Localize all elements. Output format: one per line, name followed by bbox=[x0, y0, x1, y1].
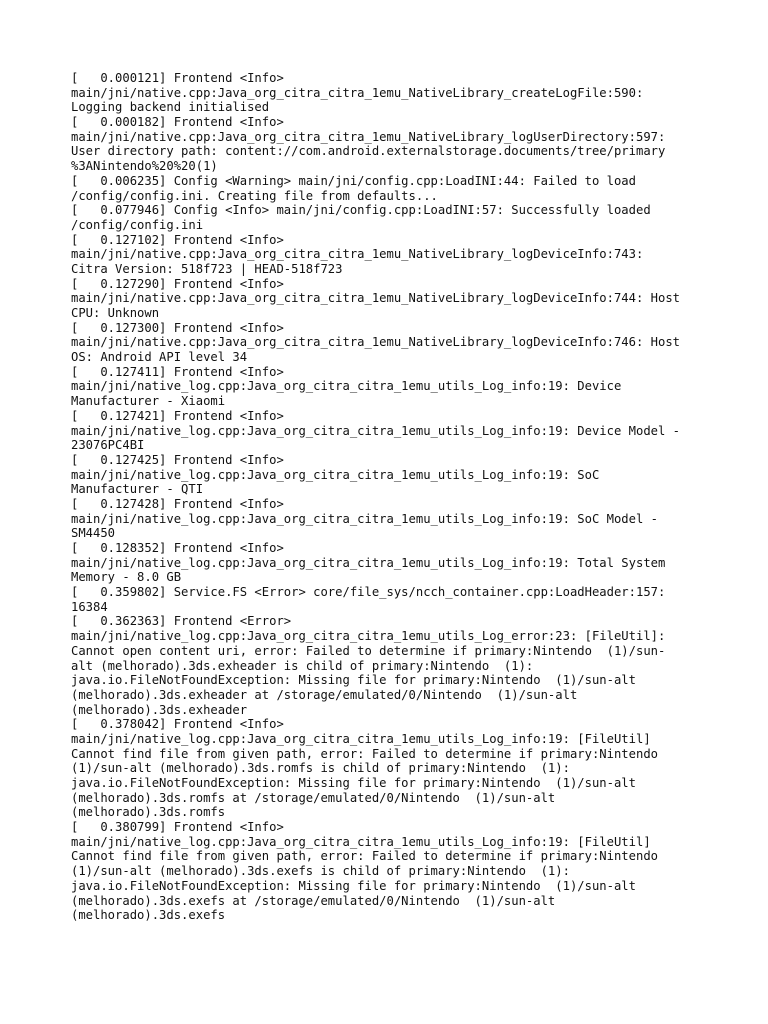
log-line: (melhorado).3ds.romfs at /storage/emulated/0/Nintendo (1)/sun-alt bbox=[71, 790, 556, 805]
log-line: [ 0.127300] Frontend <Info> bbox=[71, 320, 284, 335]
log-line: [ 0.127425] Frontend <Info> bbox=[71, 452, 284, 467]
log-line: main/jni/native_log.cpp:Java_org_citra_citra_1emu_utils_Log_error:23: [FileUtil]: bbox=[71, 629, 666, 644]
log-line: CPU: Unknown bbox=[71, 306, 160, 320]
log-line: main/jni/native_log.cpp:Java_org_citra_citra_1emu_utils_Log_info:19: [FileUtil] bbox=[71, 834, 651, 849]
log-line: main/jni/native.cpp:Java_org_citra_citra_1emu_NativeLibrary_createLogFile:590: bbox=[71, 85, 644, 100]
log-document bbox=[71, 71, 731, 923]
log-line: (melhorado).3ds.exheader bbox=[71, 702, 248, 717]
log-line: Manufacturer - Xiaomi bbox=[71, 394, 226, 409]
log-line: main/jni/native_log.cpp:Java_org_citra_citra_1emu_utils_Log_info:19: SoC bbox=[71, 467, 600, 482]
log-line: main/jni/native.cpp:Java_org_citra_citra_1emu_NativeLibrary_logDeviceInfo:746: Host bbox=[71, 335, 681, 350]
log-line: Cannot find file from given path, error: Failed to determine if primary:Nintendo bbox=[71, 746, 658, 761]
log-line: [ 0.380799] Frontend <Info> bbox=[71, 820, 284, 835]
log-line: [ 0.077946] Config <Info> main/jni/config.cpp:LoadINI:57: Successfully loaded bbox=[71, 203, 651, 218]
log-line: Cannot find file from given path, error: Failed to determine if primary:Nintendo bbox=[71, 849, 658, 864]
log-line: (melhorado).3ds.exefs at /storage/emulated/0/Nintendo (1)/sun-alt bbox=[71, 893, 556, 908]
log-line: /config/config.ini bbox=[71, 217, 204, 232]
log-line: alt (melhorado).3ds.exheader is child of primary:Nintendo (1): bbox=[71, 658, 534, 673]
log-line: OS: Android API level 34 bbox=[71, 350, 248, 365]
log-line: [ 0.127428] Frontend <Info> bbox=[71, 496, 284, 511]
log-line: /config/config.ini. Creating file from defaults... bbox=[71, 188, 438, 203]
log-line: java.io.FileNotFoundException: Missing file for primary:Nintendo (1)/sun-alt bbox=[71, 878, 636, 893]
log-line: Citra Version: 518f723 | HEAD-518f723 bbox=[71, 261, 343, 276]
log-line: [ 0.127290] Frontend <Info> bbox=[71, 276, 284, 291]
log-line: User directory path: content://com.android.externalstorage.documents/tree/primary bbox=[71, 144, 666, 159]
log-line: 23076PC4BI bbox=[71, 438, 145, 453]
log-line: (melhorado).3ds.exefs bbox=[71, 908, 226, 923]
log-line: main/jni/native_log.cpp:Java_org_citra_citra_1emu_utils_Log_info:19: Device Model - bbox=[71, 423, 681, 438]
log-line: [ 0.000182] Frontend <Info> bbox=[71, 115, 284, 130]
log-line: [ 0.128352] Frontend <Info> bbox=[71, 541, 284, 555]
log-line: [ 0.127411] Frontend <Info> bbox=[71, 364, 284, 379]
log-line: main/jni/native.cpp:Java_org_citra_citra_1emu_NativeLibrary_logDeviceInfo:744: Host bbox=[71, 291, 681, 306]
log-line: Cannot open content uri, error: Failed to determine if primary:Nintendo (1)/sun- bbox=[71, 643, 666, 658]
log-line: SM4450 bbox=[71, 526, 116, 541]
log-line: %3ANintendo%20%20(1) bbox=[71, 159, 218, 174]
log-line: (1)/sun-alt (melhorado).3ds.exefs is child of primary:Nintendo (1): bbox=[71, 864, 570, 879]
log-line: main/jni/native_log.cpp:Java_org_citra_citra_1emu_utils_Log_info:19: [FileUtil] bbox=[71, 731, 651, 746]
log-line: Logging backend initialised bbox=[71, 100, 270, 115]
log-line: [ 0.000121] Frontend <Info> bbox=[71, 71, 284, 85]
log-line: Manufacturer - QTI bbox=[71, 482, 204, 497]
log-line: [ 0.127102] Frontend <Info> bbox=[71, 232, 284, 247]
log-line: main/jni/native.cpp:Java_org_citra_citra_1emu_NativeLibrary_logUserDirectory:597: bbox=[71, 129, 666, 144]
log-line: main/jni/native_log.cpp:Java_org_citra_citra_1emu_utils_Log_info:19: SoC Model - bbox=[71, 511, 658, 526]
log-line: [ 0.359802] Service.FS <Error> core/file_sys/ncch_container.cpp:LoadHeader:157: bbox=[71, 585, 666, 600]
log-line: (melhorado).3ds.exheader at /storage/emulated/0/Nintendo (1)/sun-alt bbox=[71, 687, 578, 702]
log-line: (melhorado).3ds.romfs bbox=[71, 805, 226, 820]
log-line: java.io.FileNotFoundException: Missing file for primary:Nintendo (1)/sun-alt bbox=[71, 673, 636, 688]
log-line: java.io.FileNotFoundException: Missing file for primary:Nintendo (1)/sun-alt bbox=[71, 776, 636, 790]
log-line: main/jni/native.cpp:Java_org_citra_citra_1emu_NativeLibrary_logDeviceInfo:743: bbox=[71, 247, 644, 262]
log-line: main/jni/native_log.cpp:Java_org_citra_citra_1emu_utils_Log_info:19: Total System bbox=[71, 555, 666, 570]
log-line: 16384 bbox=[71, 599, 108, 614]
log-line: main/jni/native_log.cpp:Java_org_citra_citra_1emu_utils_Log_info:19: Device bbox=[71, 379, 622, 394]
log-line: Memory - 8.0 GB bbox=[71, 570, 182, 585]
log-line: [ 0.362363] Frontend <Error> bbox=[71, 614, 292, 629]
log-line: [ 0.378042] Frontend <Info> bbox=[71, 717, 284, 732]
log-line: [ 0.127421] Frontend <Info> bbox=[71, 408, 284, 423]
log-line: (1)/sun-alt (melhorado).3ds.romfs is child of primary:Nintendo (1): bbox=[71, 761, 570, 776]
log-line: [ 0.006235] Config <Warning> main/jni/config.cpp:LoadINI:44: Failed to load bbox=[71, 173, 636, 188]
